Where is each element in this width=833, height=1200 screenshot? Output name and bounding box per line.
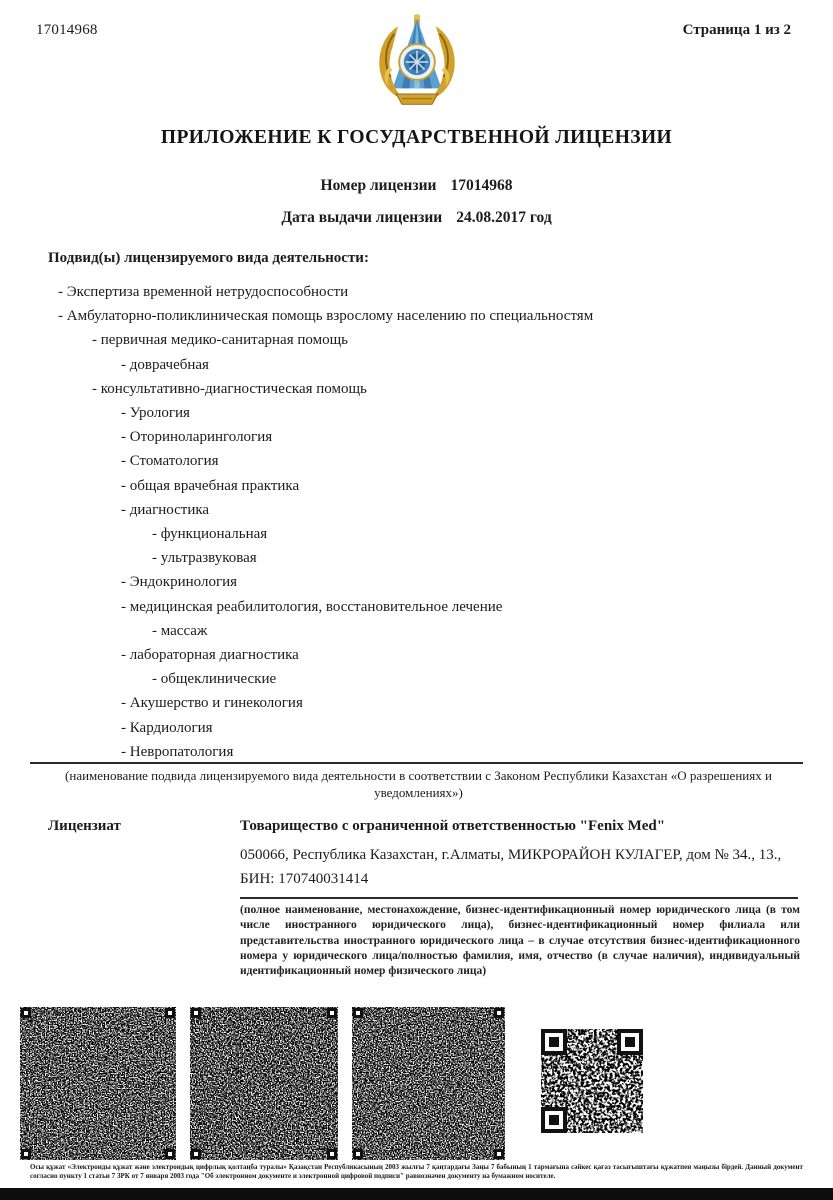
activity-item: - массаж bbox=[48, 619, 803, 643]
licensee-note: (полное наименование, местонахождение, бизнес-идентификационный номер юридического лица (в том числе иностранного юридического лица), бизнес-идентификационный номер филиала или представительства иностранного юридического лица – в случае отсутствия бизнес-идентификационного номера у юридического лица/полностью фамилия, имя, отчество (в случае наличия), индивидуальный идентификационный номер физического лица) bbox=[240, 904, 800, 978]
activity-item: - функциональная bbox=[48, 522, 803, 546]
signature-barcode-1-icon bbox=[20, 1007, 176, 1160]
activity-item: - Оториноларингология bbox=[48, 425, 803, 449]
license-number-row bbox=[0, 177, 833, 195]
license-date-row bbox=[0, 209, 833, 227]
separator-rule bbox=[30, 762, 803, 764]
licensee-note-separator bbox=[240, 897, 798, 899]
activity-item: - Кардиология bbox=[48, 716, 803, 740]
document-title: ПРИЛОЖЕНИЕ К ГОСУДАРСТВЕННОЙ ЛИЦЕНЗИИ bbox=[160, 127, 673, 148]
activity-item: - первичная медико-санитарная помощь bbox=[48, 328, 803, 352]
activity-item: - общеклинические bbox=[48, 667, 803, 691]
license-number-value: 17014968 bbox=[450, 177, 513, 194]
activity-item: - Эндокринология bbox=[48, 570, 803, 594]
licensee-address: 050066, Республика Казахстан, г.Алматы, МИКРОРАЙОН КУЛАГЕР, дом № 34., 13., БИН: 170740031414 bbox=[240, 847, 782, 887]
activity-item: - Урология bbox=[48, 401, 803, 425]
activity-item: - Стоматология bbox=[48, 449, 803, 473]
page-indicator: Страница 1 из 2 bbox=[682, 22, 791, 38]
activity-item: - Амбулаторно-поликлиническая помощь взрослому населению по специальностям bbox=[48, 304, 803, 328]
digital-signature-codes bbox=[0, 1007, 833, 1160]
activity-item: - доврачебная bbox=[48, 353, 803, 377]
activities-footnote: (наименование подвида лицензируемого вида деятельности в соответствии с Законом Республики Казахстан «О разрешениях и уведомлениях») bbox=[65, 768, 772, 800]
activity-item: - лабораторная диагностика bbox=[48, 643, 803, 667]
activity-item: - консультативно-диагностическая помощь bbox=[48, 377, 803, 401]
activity-item: - Невропатология bbox=[48, 740, 803, 764]
qr-code-icon bbox=[537, 1025, 647, 1137]
document-number: 17014968 bbox=[36, 22, 98, 38]
activity-item: - диагностика bbox=[48, 498, 803, 522]
signature-barcode-3-icon bbox=[352, 1007, 505, 1160]
legal-footer-text: Осы құжат «Электронды құжат және электрондық цифрлық қолтаңба туралы» Қазақстан Республикасының 2003 жылғы 7 қаңтардағы Заңы 7 бабының 1 тармағына сәйкес қағаз тасығыштағы құжатпен маңызы бірдей. Данный документ согласно пункту 1 статьи 7 ЗРК от 7 января 2003 года "Об электронном документе и электронной цифровой подписи" равнозначен документу на бумажном носителе. bbox=[30, 1163, 803, 1180]
activity-item: - Акушерство и гинекология bbox=[48, 691, 803, 715]
activities-list bbox=[48, 280, 803, 764]
licensee-name: Товарищество с ограниченной ответственностью "Fenix Med" bbox=[240, 818, 666, 834]
kazakhstan-emblem-icon bbox=[370, 13, 464, 111]
license-date-value: 24.08.2017 год bbox=[456, 209, 552, 226]
license-number-label: Номер лицензии bbox=[320, 177, 437, 194]
activities-heading: Подвид(ы) лицензируемого вида деятельности: bbox=[48, 250, 369, 266]
license-date-label: Дата выдачи лицензии bbox=[281, 209, 443, 226]
signature-barcode-2-icon bbox=[190, 1007, 338, 1160]
activity-item: - медицинская реабилитология, восстановительное лечение bbox=[48, 595, 803, 619]
licensee-label: Лицензиат bbox=[48, 818, 121, 834]
licensee-details bbox=[240, 818, 800, 979]
activity-item: - Экспертиза временной нетрудоспособности bbox=[48, 280, 803, 304]
activity-item: - общая врачебная практика bbox=[48, 474, 803, 498]
activity-item: - ультразвуковая bbox=[48, 546, 803, 570]
bottom-edge-bar bbox=[0, 1188, 833, 1200]
